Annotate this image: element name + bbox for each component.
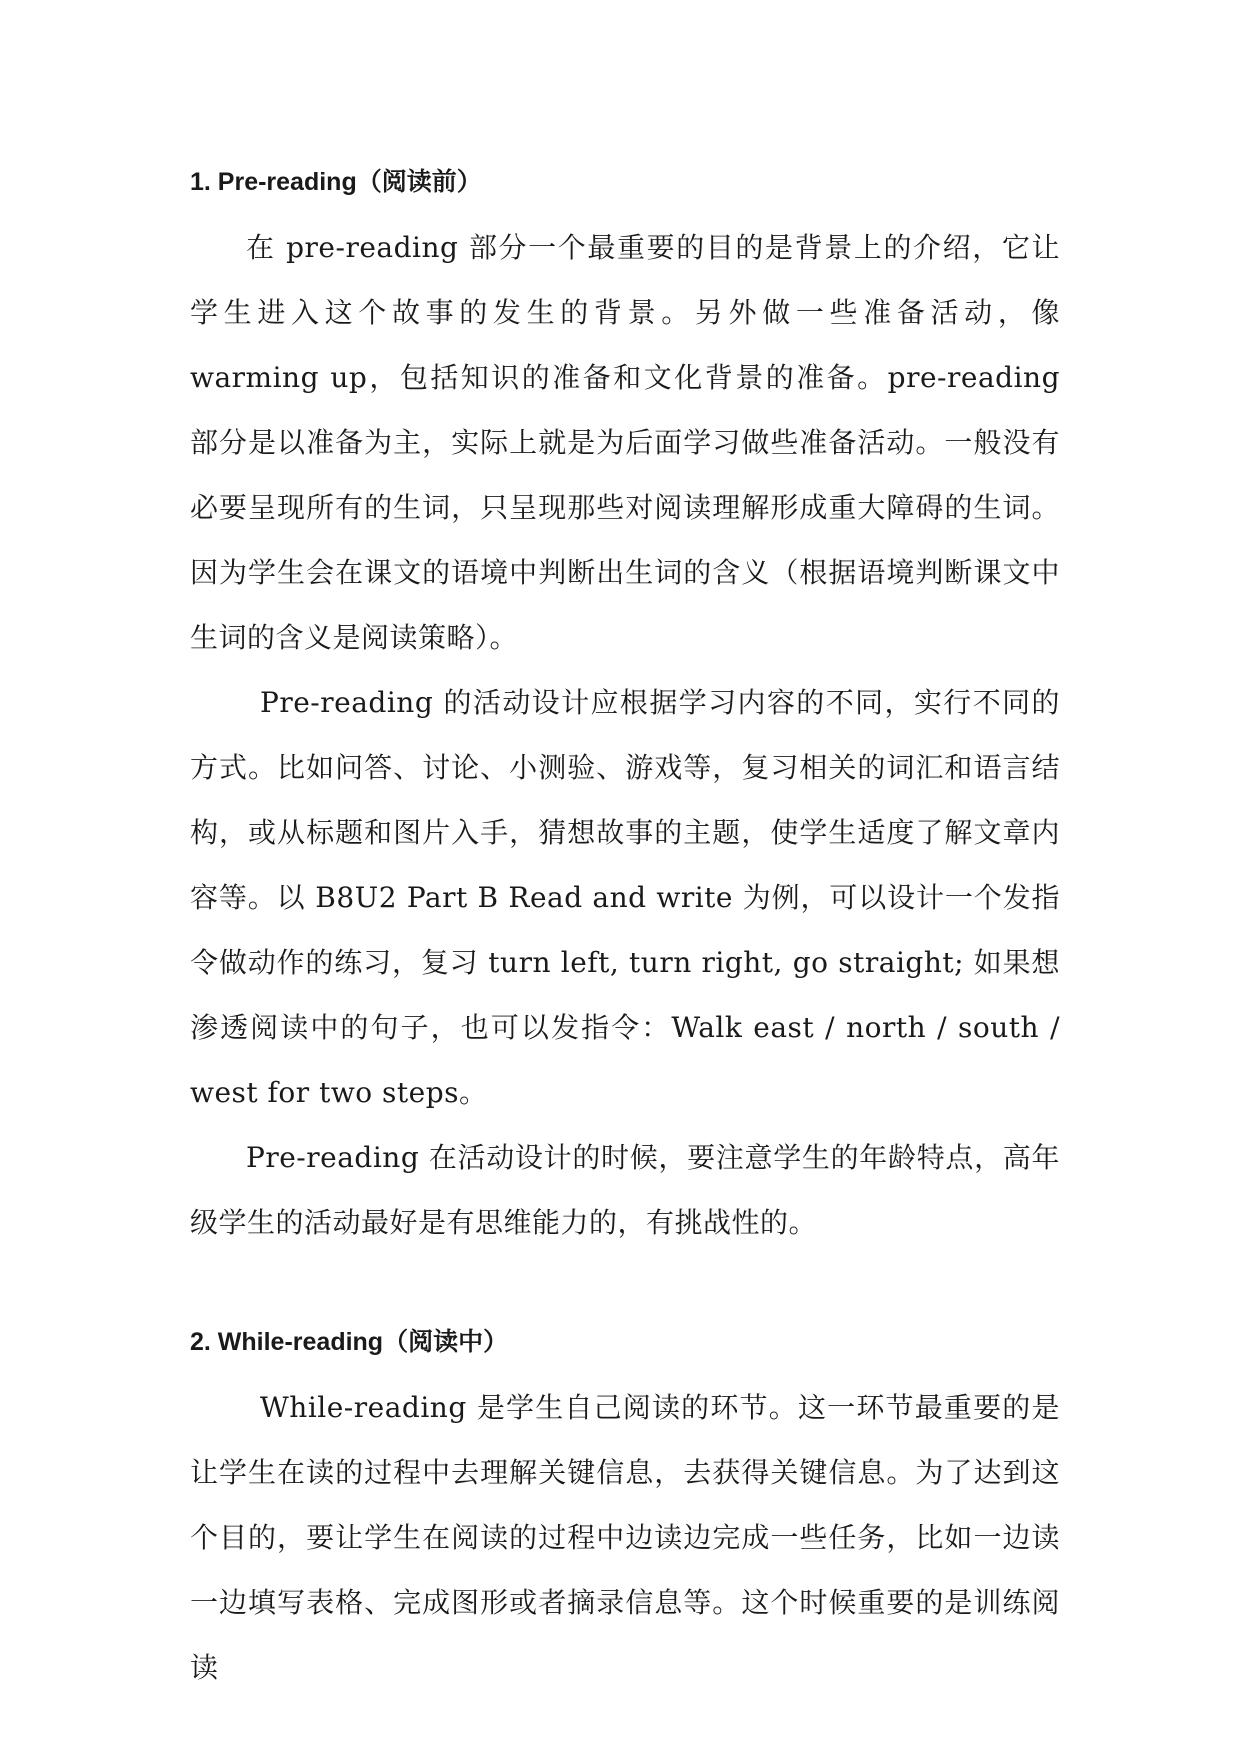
paragraph-pre-reading-age: Pre-reading 在活动设计的时候，要注意学生的年龄特点，高年级学生的活动最好是有思维能力的，有挑战性的。 [190, 1141, 1060, 1239]
section-heading-pre-reading: 1. Pre-reading（阅读前） [190, 168, 482, 196]
paragraph-pre-reading-intro: 在 pre-reading 部分一个最重要的目的是背景上的介绍，它让学生进入这个故事的发生的背景。另外做一些准备活动，像 warming up，包括知识的准备和文化背景的准备。pre-reading 部分是以准备为主，实际上就是为后面学习做些准备活动。一般没有必要呈现所有的生词，只呈现那些对阅读理解形成重大障碍的生词。因为学生会在课文的语境中判断出生词的含义（根据语境判断课文中生词的含义是阅读策略）。 [190, 231, 1060, 654]
paragraph-pre-reading-activities: Pre-reading 的活动设计应根据学习内容的不同，实行不同的方式。比如问答、讨论、小测验、游戏等，复习相关的词汇和语言结构，或从标题和图片入手，猜想故事的主题，使学生适度了解文章内容等。以 B8U2 Part B Read and write 为例，可以设计一个发指令做动作的练习，复习 turn left, turn right, go straight; 如果想渗透阅读中的句子，也可以发指令：Walk east / north / south / west for two steps。 [190, 686, 1060, 1109]
paragraph-while-reading-intro: While-reading 是学生自己阅读的环节。这一环节最重要的是让学生在读的过程中去理解关键信息，去获得关键信息。为了达到这个目的，要让学生在阅读的过程中边读边完成一些任务，比如一边读一边填写表格、完成图形或者摘录信息等。这个时候重要的是训练阅读 [190, 1391, 1060, 1684]
section-heading-while-reading: 2. While-reading（阅读中） [190, 1328, 509, 1356]
document-page [190, 150, 1060, 1700]
